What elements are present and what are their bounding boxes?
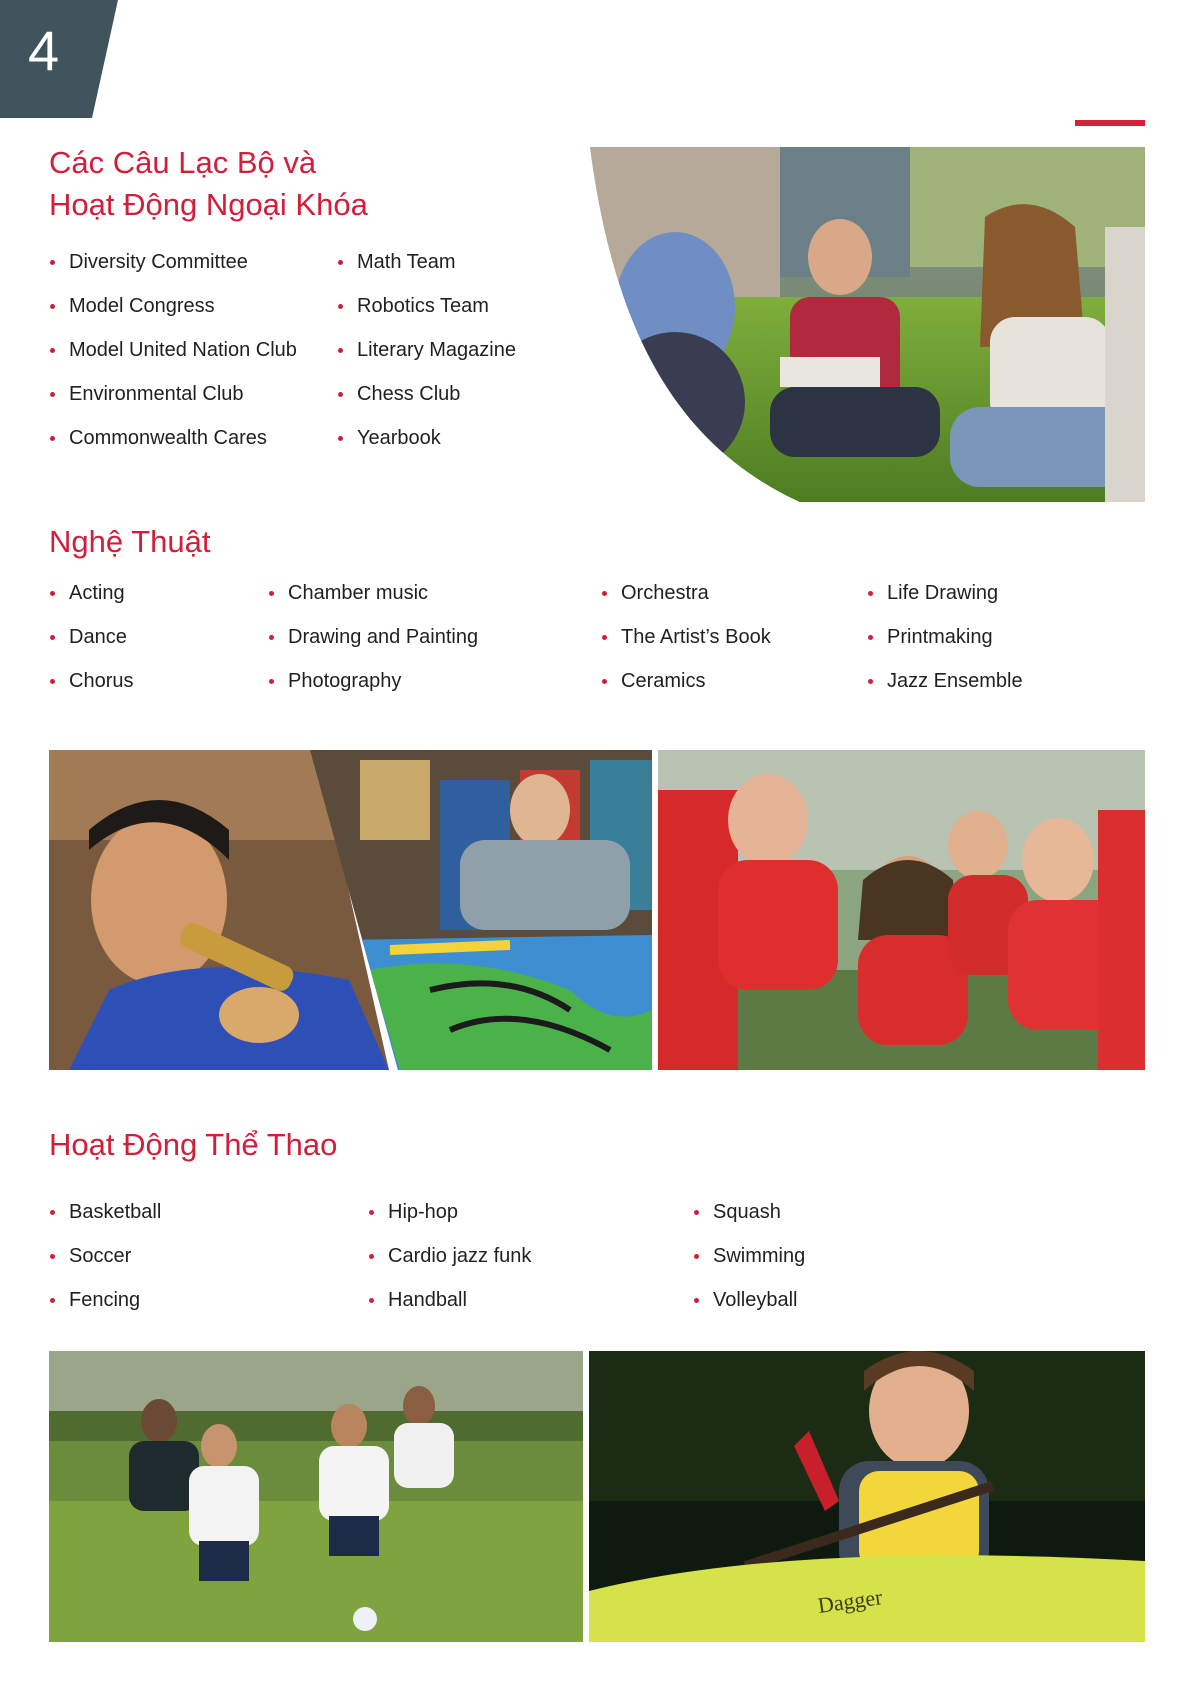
soccer-photo (49, 1351, 583, 1642)
sports-title: Hoạt Động Thể Thao (49, 1127, 338, 1162)
accent-rule (1075, 120, 1145, 126)
list-item: Yearbook (337, 426, 516, 470)
list-item: Orchestra (601, 581, 771, 625)
list-item: Model Congress (49, 294, 297, 338)
clubs-title-line2: Hoạt Động Ngoại Khóa (49, 187, 368, 222)
list-item: Photography (268, 669, 478, 713)
list-item: Fencing (49, 1288, 161, 1332)
sports-list-col1 (49, 1200, 161, 1332)
list-item: Diversity Committee (49, 250, 297, 294)
page-number: 4 (28, 19, 60, 82)
list-item: Cardio jazz funk (368, 1244, 531, 1288)
list-item: Ceramics (601, 669, 771, 713)
students-park-photo (590, 147, 1145, 502)
arts-title: Nghệ Thuật (49, 524, 211, 559)
list-item: Acting (49, 581, 133, 625)
list-item: Volleyball (693, 1288, 805, 1332)
list-item: Drawing and Painting (268, 625, 478, 669)
list-item: Printmaking (867, 625, 1023, 669)
list-item: Basketball (49, 1200, 161, 1244)
kayak-photo (589, 1351, 1145, 1642)
list-item: Soccer (49, 1244, 161, 1288)
sports-list-col2 (368, 1200, 531, 1332)
list-item: Swimming (693, 1244, 805, 1288)
sports-list-col3 (693, 1200, 805, 1332)
arts-list-col2 (268, 581, 478, 713)
list-item: Hip-hop (368, 1200, 531, 1244)
list-item: Robotics Team (337, 294, 516, 338)
list-item: Chess Club (337, 382, 516, 426)
arts-list-col1 (49, 581, 133, 713)
list-item: Literary Magazine (337, 338, 516, 382)
list-item: Model United Nation Club (49, 338, 297, 382)
list-item: Life Drawing (867, 581, 1023, 625)
list-item: Commonwealth Cares (49, 426, 297, 470)
team-cheer-photo (658, 750, 1145, 1070)
list-item: Chamber music (268, 581, 478, 625)
clubs-title (49, 142, 368, 226)
arts-list-col3 (601, 581, 771, 713)
list-item: The Artist’s Book (601, 625, 771, 669)
list-item: Handball (368, 1288, 531, 1332)
list-item: Math Team (337, 250, 516, 294)
list-item: Jazz Ensemble (867, 669, 1023, 713)
list-item: Squash (693, 1200, 805, 1244)
arts-list-col4 (867, 581, 1023, 713)
list-item: Dance (49, 625, 133, 669)
list-item: Chorus (49, 669, 133, 713)
clubs-list-col1 (49, 250, 297, 470)
clubs-title-line1: Các Câu Lạc Bộ và (49, 145, 317, 180)
clubs-list-col2 (337, 250, 516, 470)
kayak-brand-text: Dagger (816, 1584, 884, 1618)
list-item: Environmental Club (49, 382, 297, 426)
